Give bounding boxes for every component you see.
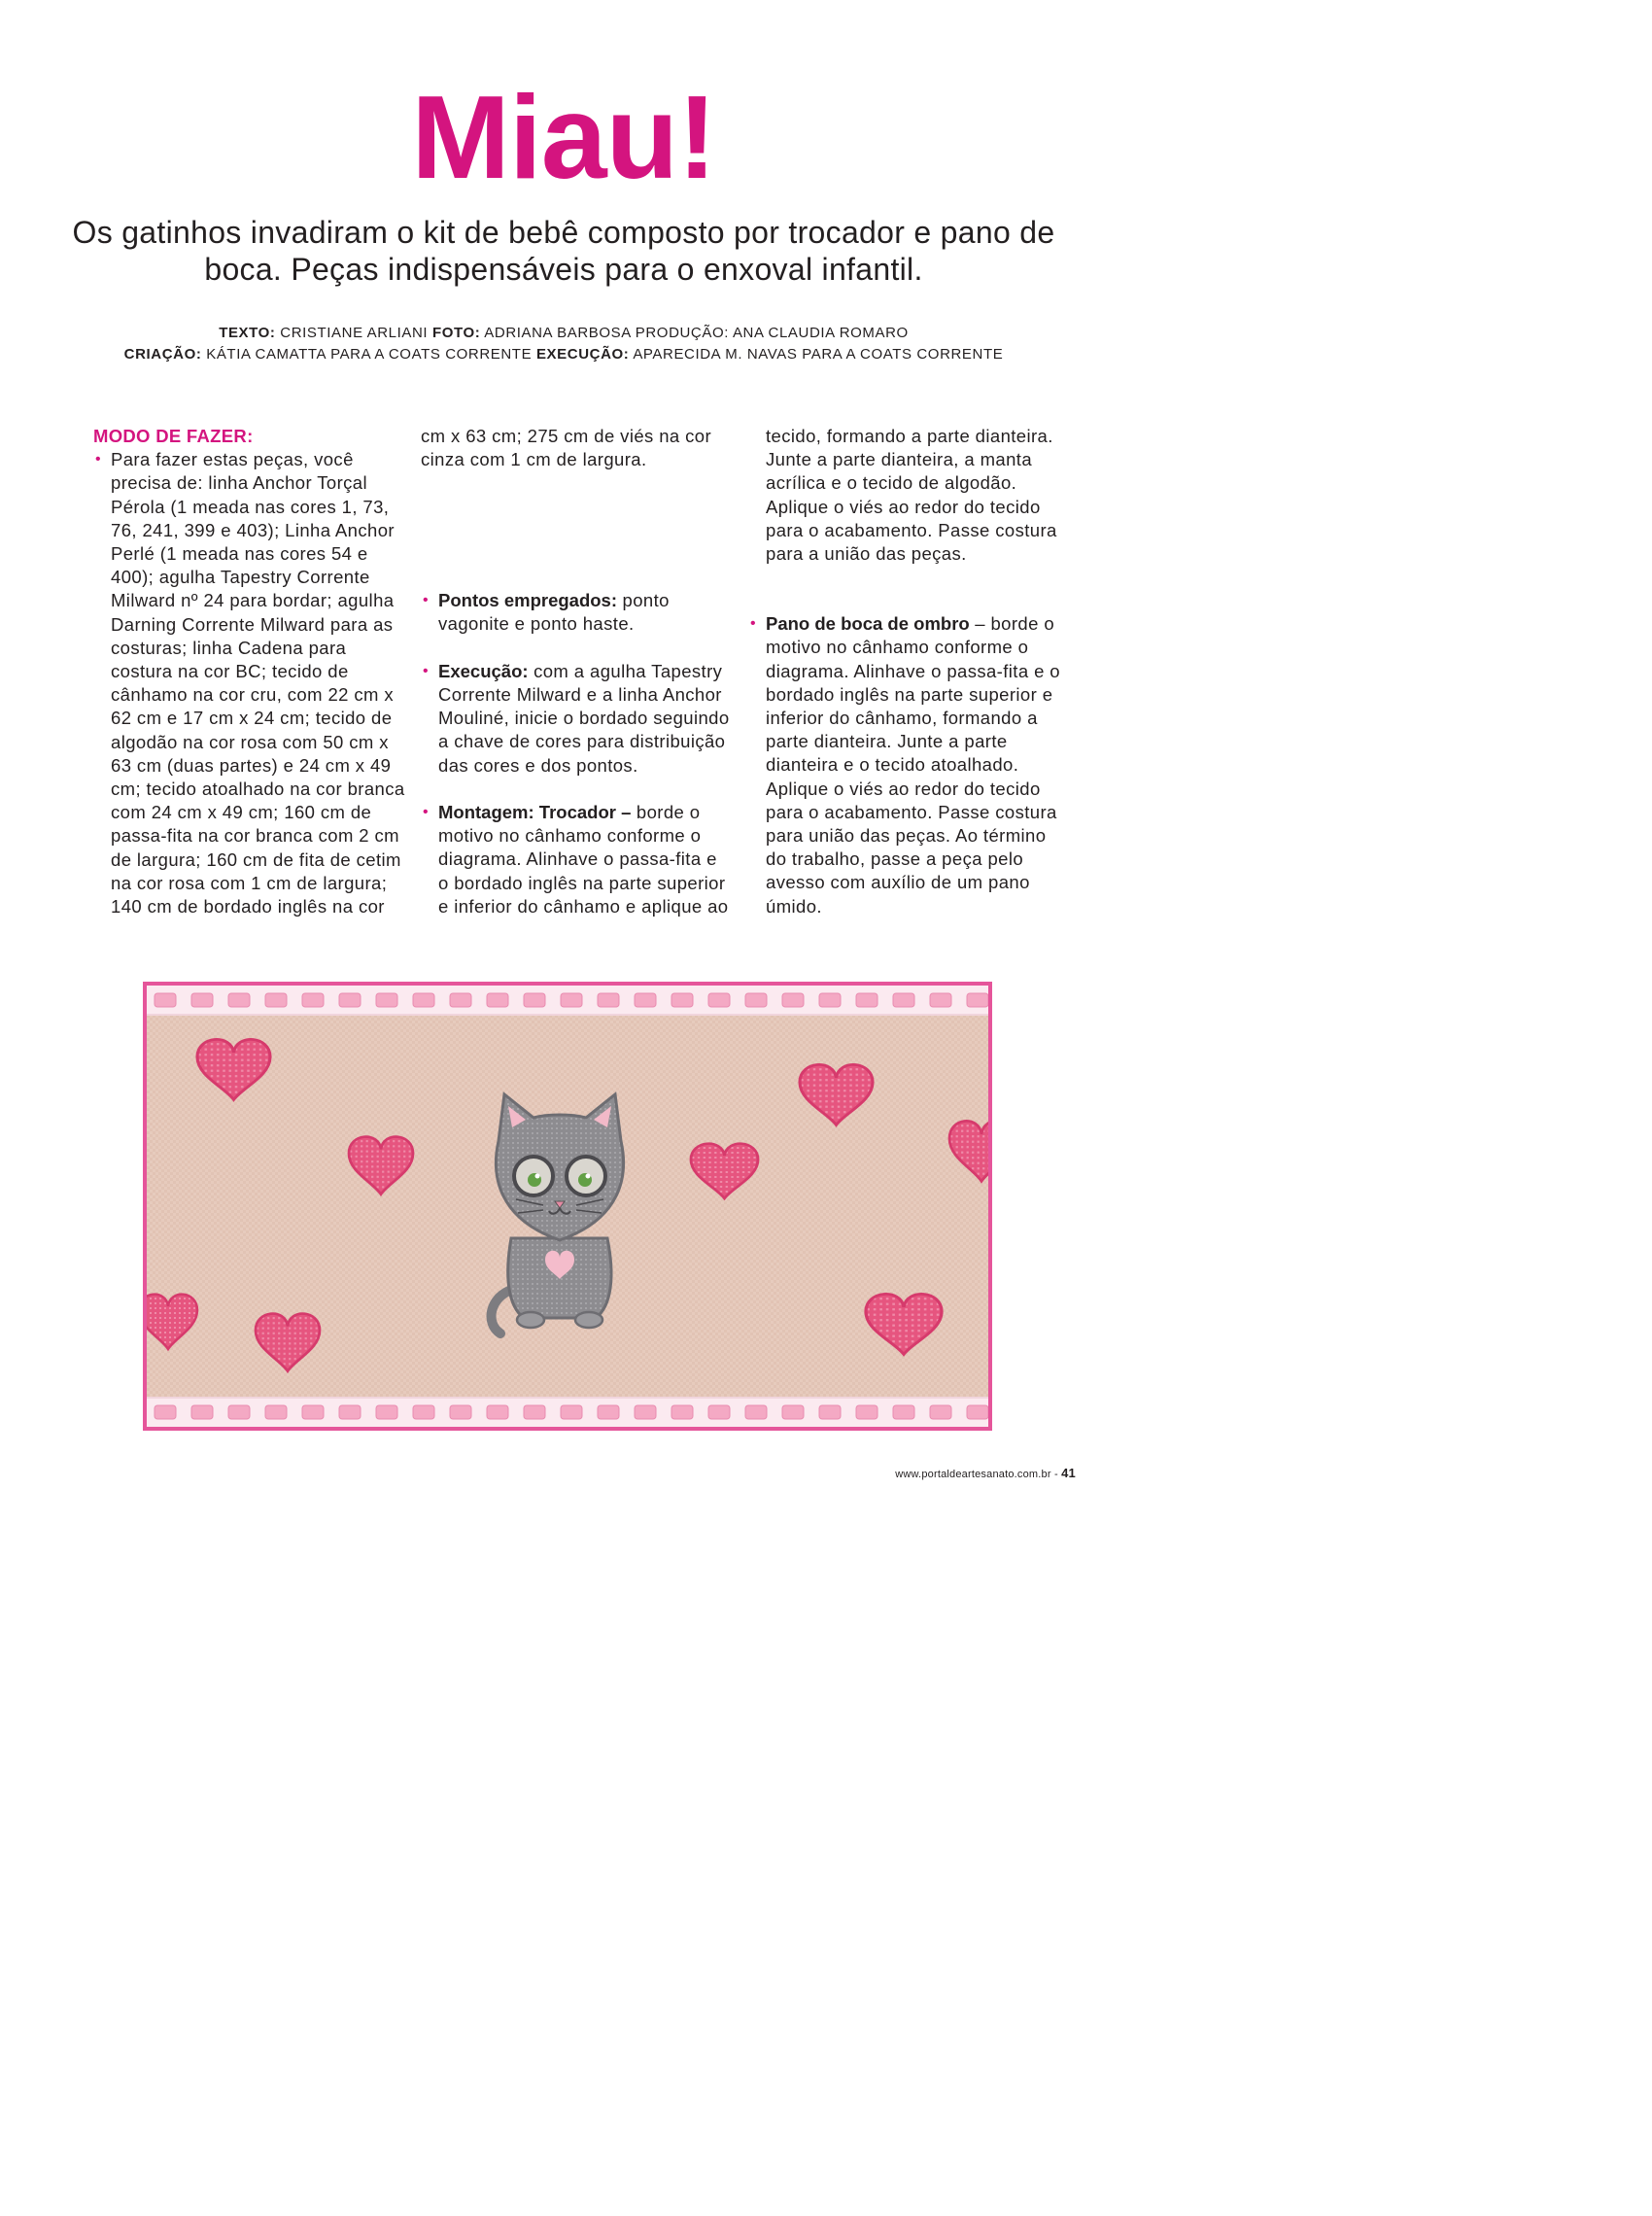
ribbon-loop <box>635 1405 656 1419</box>
ribbon-loop <box>302 993 324 1007</box>
credit-label: TEXTO: <box>219 325 276 341</box>
ribbon-loop <box>155 1405 176 1419</box>
materials-text: Para fazer estas peças, você precisa de: linha Anchor Torçal Pérola (1 meada nas cores 1, 73, 76, 241, 399 e 403); Linha Anchor Perlé (1 meada nas cores 54 e 400); agulha Tapestry Corrente Milward nº 24 para bordar; agulha Darning Corrente Milward para as costuras; linha Cadena para costura na cor BC; tecido de cânhamo na cor cru, com 22 cm x 62 cm e 17 cm x 24 cm; tecido de algodão na cor rosa com 50 cm x 63 cm (duas partes) e 24 cm x 49 cm; tecido atoalhado na cor branca com 24 cm x 49 cm; 160 cm de passa-fita na cor branca com 2 cm de largura; 160 cm de fita de cetim na cor rosa com 1 cm de largura; 140 cm de bordado inglês na cor <box>111 449 405 918</box>
ribbon-loop <box>265 1405 287 1419</box>
montagem-label: Montagem: Trocador – <box>438 801 632 822</box>
ribbon-loop <box>893 1405 914 1419</box>
ribbon-loop <box>228 993 250 1007</box>
bullet-icon: • <box>423 662 430 679</box>
ribbon-loop <box>302 1405 324 1419</box>
ribbon-loop <box>191 993 213 1007</box>
montagem-text: borde o motivo no cânhamo conforme o diagrama. Alinhave o passa-fita e o bordado inglês na parte superior e inferior do cânhamo e aplique ao <box>438 801 729 917</box>
ribbon-loop <box>376 1405 397 1419</box>
credit-label: EXECUÇÃO: <box>535 346 630 363</box>
credits-line-2 <box>39 344 1088 365</box>
ribbon-loop <box>708 993 730 1007</box>
ribbon-loop <box>930 1405 951 1419</box>
ribbon-loop <box>782 993 804 1007</box>
ribbon-loop <box>265 993 287 1007</box>
pano-text: – borde o motivo no cânhamo conforme o diagrama. Alinhave o passa-fita e o bordado inglês na parte superior e inferior do cânhamo, formando a parte dianteira. Junte a parte dianteira e o tecido atoalhado. Aplique o viés ao redor do tecido para o acabamento. Passe costura para união das peças. Ao término do trabalho, passe a peça pelo avesso com auxílio de um pano úmido. <box>766 613 1060 917</box>
bottom-ribbon <box>155 1405 988 1419</box>
ribbon-loop <box>671 993 693 1007</box>
ribbon-loop <box>191 1405 213 1419</box>
bullet-icon: • <box>423 803 430 820</box>
ribbon-loop <box>450 1405 471 1419</box>
ribbon-loop <box>671 1405 693 1419</box>
materials-copy: cm x 63 cm; 275 cm de viés na cor cinza com 1 cm de largura. <box>421 426 712 470</box>
montagem-paragraph <box>421 801 732 918</box>
credits <box>39 323 1088 365</box>
ribbon-loop <box>339 1405 361 1419</box>
page-footer <box>895 1466 1076 1480</box>
ribbon-loop <box>598 993 619 1007</box>
materials-continued-text <box>421 425 732 471</box>
execucao-paragraph <box>421 660 732 778</box>
ribbon-loop <box>745 1405 767 1419</box>
ribbon-loop <box>819 993 841 1007</box>
photo-illustration <box>147 986 988 1427</box>
ribbon-loop <box>413 1405 434 1419</box>
ribbon-loop <box>450 993 471 1007</box>
ribbon-loop <box>487 1405 508 1419</box>
pano-label: Pano de boca de ombro <box>766 613 970 635</box>
pontos-text: ponto vagonite e ponto haste. <box>438 590 670 635</box>
ribbon-loop <box>856 993 878 1007</box>
materials-continuation <box>421 425 732 566</box>
ribbon-loop <box>487 993 508 1007</box>
pontos-paragraph <box>421 589 732 636</box>
credit-value: APARECIDA M. NAVAS PARA A COATS CORRENTE <box>629 346 1004 363</box>
ribbon-loop <box>635 993 656 1007</box>
top-ribbon <box>155 993 988 1007</box>
montagem-clip <box>421 801 732 918</box>
ribbon-loop <box>524 1405 545 1419</box>
montagem-copy: tecido, formando a parte dianteira. Junte a parte dianteira, a manta acrílica e o tecido de algodão. Aplique o viés ao redor do tecido para o acabamento. Passe costura para a união das peças. <box>766 426 1057 565</box>
credits-line-1 <box>39 323 1088 344</box>
footer-url[interactable]: www.portaldeartesanato.com.br <box>895 1469 1051 1480</box>
montagem-continuation <box>748 425 1069 589</box>
ribbon-loop <box>413 993 434 1007</box>
ribbon-loop <box>376 993 397 1007</box>
ribbon-loop <box>228 1405 250 1419</box>
execucao-text: com a agulha Tapestry Corrente Milward e a linha Anchor Mouliné, inicie o bordado seguindo a chave de cores para distribuição das cores e dos pontos. <box>438 660 730 776</box>
ribbon-loop <box>745 993 767 1007</box>
footer-separator: - <box>1050 1469 1062 1480</box>
ribbon-loop <box>819 1405 841 1419</box>
ribbon-loop <box>708 1405 730 1419</box>
ribbon-loop <box>782 1405 804 1419</box>
ribbon-loop <box>893 993 914 1007</box>
ribbon-loop <box>561 993 582 1007</box>
text-column-1 <box>93 425 409 918</box>
ribbon-loop <box>598 1405 619 1419</box>
text-column-2 <box>421 425 732 918</box>
credit-value: KÁTIA CAMATTA PARA A COATS CORRENTE <box>201 346 536 363</box>
materials-paragraph <box>93 448 409 918</box>
kitten-embroidery-photo <box>143 982 992 1431</box>
ribbon-loop <box>967 1405 988 1419</box>
montagem-continued-text <box>748 425 1069 566</box>
ribbon-loop <box>930 993 951 1007</box>
section-heading: MODO DE FAZER: <box>93 426 254 446</box>
credit-value: CRISTIANE ARLIANI <box>275 325 432 341</box>
credit-label: FOTO: <box>431 325 481 341</box>
ribbon-loop <box>524 993 545 1007</box>
pano-paragraph <box>748 612 1069 918</box>
credit-label: CRIAÇÃO: <box>123 346 202 363</box>
ribbon-loop <box>339 993 361 1007</box>
page-number: 41 <box>1061 1466 1076 1480</box>
execucao-label: Execução: <box>438 660 529 681</box>
bullet-icon: • <box>423 592 430 609</box>
ribbon-loop <box>856 1405 878 1419</box>
bullet-icon: • <box>95 451 102 468</box>
ribbon-loop <box>561 1405 582 1419</box>
credit-value: ADRIANA BARBOSA PRODUÇÃO: ANA CLAUDIA ROMARO <box>480 325 909 341</box>
text-column-3 <box>748 425 1069 918</box>
bullet-icon: • <box>750 615 757 633</box>
deck-subtitle: Os gatinhos invadiram o kit de bebê composto por trocador e pano de boca. Peças indispensáveis para o enxoval infantil. <box>72 215 1055 287</box>
pontos-label: Pontos empregados: <box>438 590 617 611</box>
ribbon-loop <box>967 993 988 1007</box>
ribbon-loop <box>155 993 176 1007</box>
page-title: Miau! <box>411 71 716 203</box>
